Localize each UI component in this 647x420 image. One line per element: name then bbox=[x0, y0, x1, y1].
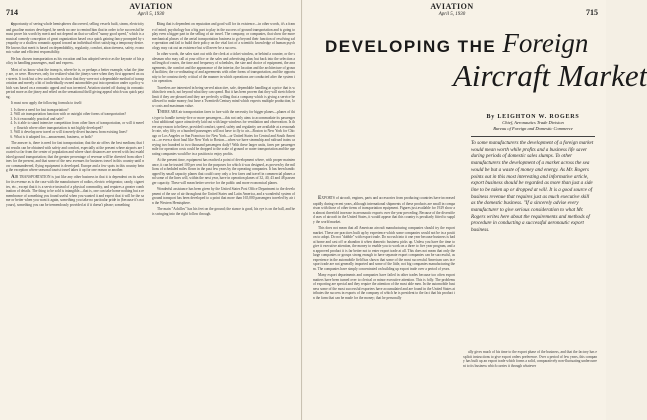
question-item: 2. Will air transportation function with or outright other forms of transportation? bbox=[14, 112, 144, 117]
right-page bbox=[303, 0, 647, 420]
question-item: 4. Is it able to stand intensive competition from other lines of transportation, or will it merely flourish where other transportation is not highly developed? bbox=[14, 121, 144, 130]
article-title bbox=[325, 28, 588, 59]
paragraph: At the present time, equipment has reached a point of development where, with proper maintenance, it can be trusted 100 per cent for the purposes for which it was designed, as proven by the millions of scheduled miles flown in the past few years by the operating companies. It has been handicapped by small capacity planes that could carry only a few fares and travel in commercial planes and some of the lines will, within the next year, have in operation planes of 32, 40, 43 and 48 passenger capacity. These will mean better service for the public and more economical planes. bbox=[152, 158, 295, 185]
issue-date: April 5, 1930 bbox=[438, 12, 466, 17]
paragraph: He has chosen transportation as his vocation and has adopted service as the keynote of his policy in handling passengers, mail and express. bbox=[6, 56, 144, 65]
byline bbox=[463, 114, 603, 132]
paragraph: Wonderful assistance has been given by the United States Post Office Department to the development of the use of air throughout the United States and Latin America, and a wonderful system of ground transport has been developed to a point that more than 165,000 passengers traveled by air in the Western Hemisphere. bbox=[152, 187, 295, 205]
paragraph: AIR TRANSPORTATION is just like any other business in that it is dependent on its sales for its revenue as is the case with the manufacturer of radios, electric refrigerator, candy, cigarettes, etc., except that it is a service instead of a physical commodity, and requires a greater combination of details. The thing to be sold is intangible—that is, one can take home nothing but a remembrance of something you found useful when you wanted it and expect that it will be the same or better when you want it again, something you take no particular pride in (because it's not yours), something you can be tremendously provided at if it doesn't please; something bbox=[6, 174, 144, 207]
page-number: 714 bbox=[6, 8, 18, 17]
text-column-1 bbox=[6, 22, 144, 415]
article-title-line-2: Aircraft Market bbox=[453, 58, 647, 93]
text-column-2 bbox=[463, 350, 597, 416]
page-number: 715 bbox=[586, 8, 598, 17]
paragraph: The answer is, there is need for fast transportation; that the air offers the best medium; that fast results can be obtained with safety and comfort, especially at the present where airports are located so far from the center of population and where short distances are served with fast established ground transportation; that the greater percentage of revenue will be diverted from other lines for the present, and that some of the new avenues for business travel in this country until now commandeered, flying equipment is developed. Europe and a few spots in this country being the exception where seasonal tourist travel takes it up for one reason or another. bbox=[6, 141, 144, 172]
title-part-1: DEVELOPING THE bbox=[325, 37, 497, 56]
paragraph: Travelers are interested in being served attractive, safe, dependable handling at a price that is within their reach, not beyond what they can spend. But it has been proven that they will stretch their limit if they are pleased and they are perfectly willing that a company which is giving a service be allowed to make money; but have a Twentieth Century mind which expects multiple production, low costs and maximum value. bbox=[152, 85, 295, 108]
text-column-2 bbox=[152, 22, 295, 415]
paragraph: Many export departments and companies have failed in other trades because too often export matters have been turned over to clerical or minor executive attention. This is folly. The problems of exporting are special and they require the attention of the most able men. In the automobile business some of the most successful exporters have accumulated and are found in the United States attributes the success in exports of the company of which he is president to the fact that his product in the farm that can be made for the money; that he personally bbox=[313, 273, 455, 300]
question-item: 3. Is it reasonably practical and safe? bbox=[14, 117, 144, 122]
author-name: By LEIGHTON W. ROGERS bbox=[486, 114, 580, 120]
question-item: 6. What is it adapted for—amusement, business, or both? bbox=[14, 135, 144, 140]
paragraph: ally gives much of his time to the export phase of the business, and that the factory has explicit instructions to give export orders preference. Over a period of few years, this company has built up an export trade which forms a solid, comparatively non-fluctuating undercurrent to its business which carries it through whatever bbox=[463, 350, 597, 368]
running-header bbox=[423, 3, 481, 17]
author-affiliation: Bureau of Foreign and Domestic Commerce bbox=[493, 126, 573, 131]
paragraph: The main "Achilles" has his feet on the ground; the stance is good, his eye is on the ball, and he is swinging into the right follow through. bbox=[152, 207, 295, 216]
magazine-name: AVIATION bbox=[129, 2, 173, 11]
paragraph: Most of us know what the trump is, where he is, or perhaps a better example, what the jitney are, or were. However, only for realized what the jitneys were when they first appeared on our streets. It took but a few sad months to show that they were not a dependable method of transportation and merely a bit of individually owned automobiles put into operation under a policy which was based on a romantic appeal and was invented. Aviation started off during its romantic period more as the jitney and relied on the sensational thrill giving appeal which was quick paying. bbox=[6, 67, 144, 99]
question-item: 1. Is there a need for fast transportation? bbox=[14, 108, 144, 113]
paragraph: EXPORTS of aircraft, engines, parts and accessories from producing countries have increased rapidly during recent years, although international shipments of these products are small in comparison with those of other items of transportation equipment. Figures just available for 1929 show an almost threefold increase in aeronautic exports over the year preceding. Because of the diversified uses of aircraft in the United States, it would appear that this country is peculiarly fitted to supply the world market. bbox=[313, 196, 455, 224]
title-part-2: Foreign bbox=[502, 28, 589, 58]
magazine-name: AVIATION bbox=[430, 2, 474, 11]
paragraph: THERE ARE air transportation fares to fare with the necessity for bigger planes—planes of this type to handle twenty-five or more passengers—this not only aims to accommodate its passengers but additional space attractively laid out with large windows for ventilation and observation. Is there any reason to believe, provided comfort, speed, safety and regularity are available at a reasonable rate, why fifty or a hundred passengers will not have to fly to air—Boston to New York for Chicago or Los Angeles or San Francisco for New York—or United States for Central and South America—or even a short haul like New York to Boston—when we have steamship and railroad trains carrying two hundred to two thousand passengers daily? With these larger units, fares per passenger mile for operation costs could be dropped to the scale of ground or water transportation and the operating companies would be in a position to enjoy profits. bbox=[152, 110, 296, 156]
running-header bbox=[122, 3, 180, 17]
divider bbox=[471, 136, 595, 137]
paragraph: thing that is dependent on reputation and good will for its existence—in other words, it's a frame of mind; psychology has a big part to play in the success of ground transportation and is going to play even a bigger part in the selling of air travel. The company, or companies, that show the more mechanical phases of the aerial transportation business to go beyond their function of resolving safe operation and fail to build their policy on the vital fact of a scientific knowledge of human psychology may cut out an existence but will never be a success. bbox=[152, 22, 295, 50]
author-role: Chief, Aeronautics Trade Division bbox=[502, 120, 564, 125]
left-page bbox=[0, 0, 302, 420]
question-list bbox=[14, 108, 144, 140]
paragraph: opportunity of seeing whole hemispheres discovered, selling vessels built, steam, electricity and gasoline motors developed, he needs no one to remind him that in order to be successful he must prove his worth by merit and not depend on that so-called "sunny good speed," which is a musical comedy conception of great organization based on a quick gaining fancy prompted by sympathy or a shallow romantic appeal toward an individual effort satisfying a temporary desire. He knows that merit is based on dependability, regularity, comfort, attractiveness, safety, economic value and efficient responsibility. bbox=[6, 22, 144, 54]
editor-callout: To some manufacturers the development of a foreign market would mean worth while profits and a business life saver during periods of domestic sales slumps. To other manufacturers the development of a market across the sea would be but a waste of money and energy. As Mr. Rogers points out in this most interesting and informative article, export business should be regarded as more than just a side line to be taken up or dropped at will. It is a good source of business revenue that requires just as much executive skill as the domestic business. "If a sincerely advise every manufacturer to give serious consideration to what Mr. Rogers writes here about the requirements and methods of procedure in conducting a successful aeronautic export business. bbox=[471, 140, 594, 234]
issue-date: April 5, 1930 bbox=[137, 12, 165, 17]
paragraph: It must now apply the following formula to itself: bbox=[11, 101, 83, 105]
paragraph: This does not mean that all American aircraft manufacturing companies should try the export market. These are practices built up by experience which some companies would not be in a position to adopt. Do not "dabble" with export trade. Do no rush into it one year because business is bad at home and cast off or abandon it when domestic business picks up. Unless you have the time to give it executive attention, the money to enable you to work on a three to five year program, and an approved product it is far better not to enter export trade at all. This does not mean that only the large companies or groups strong enough to have separate export companies can be successful, as experience in the automobile field has shown that some of the most successful American cars in export trade are not generally imported and some of the little, not big companies manufacturing them. The companies have simply concentrated on building up export trade over a period of years. bbox=[313, 226, 455, 271]
text-column-1 bbox=[313, 196, 455, 416]
question-item: 5. Will it develop new travel or will it merely divert business from existing lines? bbox=[14, 130, 144, 135]
paragraph: In other words, the sales start out with the clerk at a ticket window, or behind a counter, or the salesman who may call at your office or the sales and advertising plan; but back into the selection and length of routes, the time and frequency of schedules, the size and choice of equipment, the arrangements, the comfort and the appearance of the interior, the location and the architecture of ground facilities; the co-ordinating of and agreements with other forms of transportation, and the opportunity to be constructively critical of the manner in which operations are conducted after the system is in operation. bbox=[152, 52, 295, 83]
